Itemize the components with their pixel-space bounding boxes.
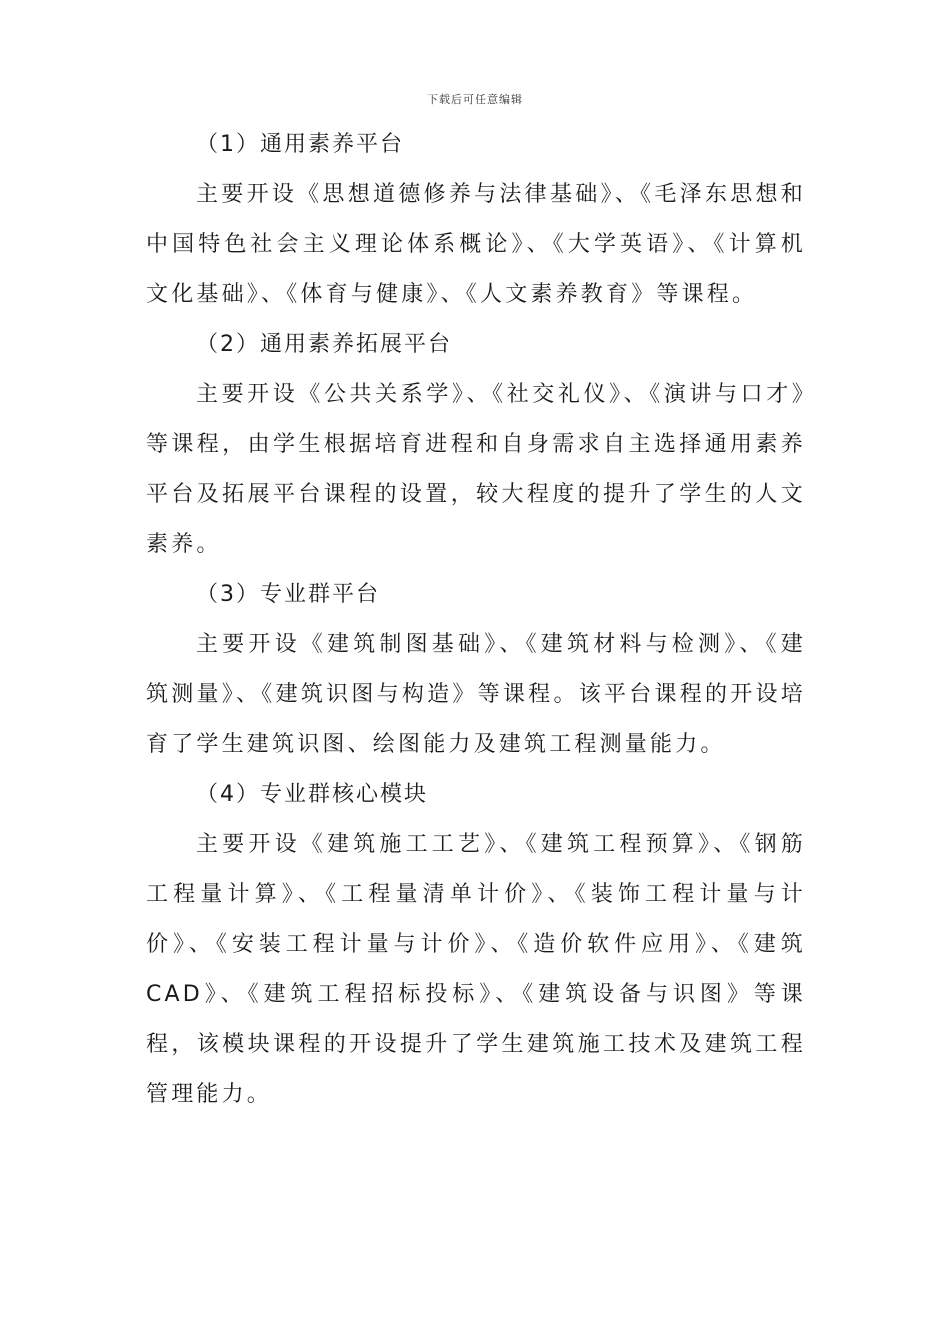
section-heading-1: （1）通用素养平台 xyxy=(196,132,404,157)
section-heading-3: （3）专业群平台 xyxy=(196,582,380,607)
section-paragraph-4: 主要开设《建筑施工工艺》、《建筑工程预算》、《钢筋工程量计算》、《工程量清单计价》、《装饰工程计量与计价》、《安装工程计量与计价》、《造价软件应用》、《建筑CAD》、《建筑工程招标投标》、《建筑设备与识图》等课程，该模块课程的开设提升了学生建筑施工技术及建筑工程管理能力。 xyxy=(146,832,806,1107)
section-paragraph-1: 主要开设《思想道德修养与法律基础》、《毛泽东思想和中国特色社会主义理论体系概论》、《大学英语》、《计算机文化基础》、《体育与健康》、《人文素养教育》等课程。 xyxy=(146,182,806,307)
section-paragraph-2: 主要开设《公共关系学》、《社交礼仪》、《演讲与口才》等课程，由学生根据培育进程和自身需求自主选择通用素养平台及拓展平台课程的设置，较大程度的提升了学生的人文素养。 xyxy=(146,382,806,557)
section-heading-4: （4）专业群核心模块 xyxy=(196,782,428,807)
header-note: 下载后可任意编辑 xyxy=(427,93,523,106)
section-paragraph-3: 主要开设《建筑制图基础》、《建筑材料与检测》、《建筑测量》、《建筑识图与构造》等课程。该平台课程的开设培育了学生建筑识图、绘图能力及建筑工程测量能力。 xyxy=(146,632,806,757)
section-heading-2: （2）通用素养拓展平台 xyxy=(196,332,452,357)
document-body xyxy=(146,120,806,1120)
